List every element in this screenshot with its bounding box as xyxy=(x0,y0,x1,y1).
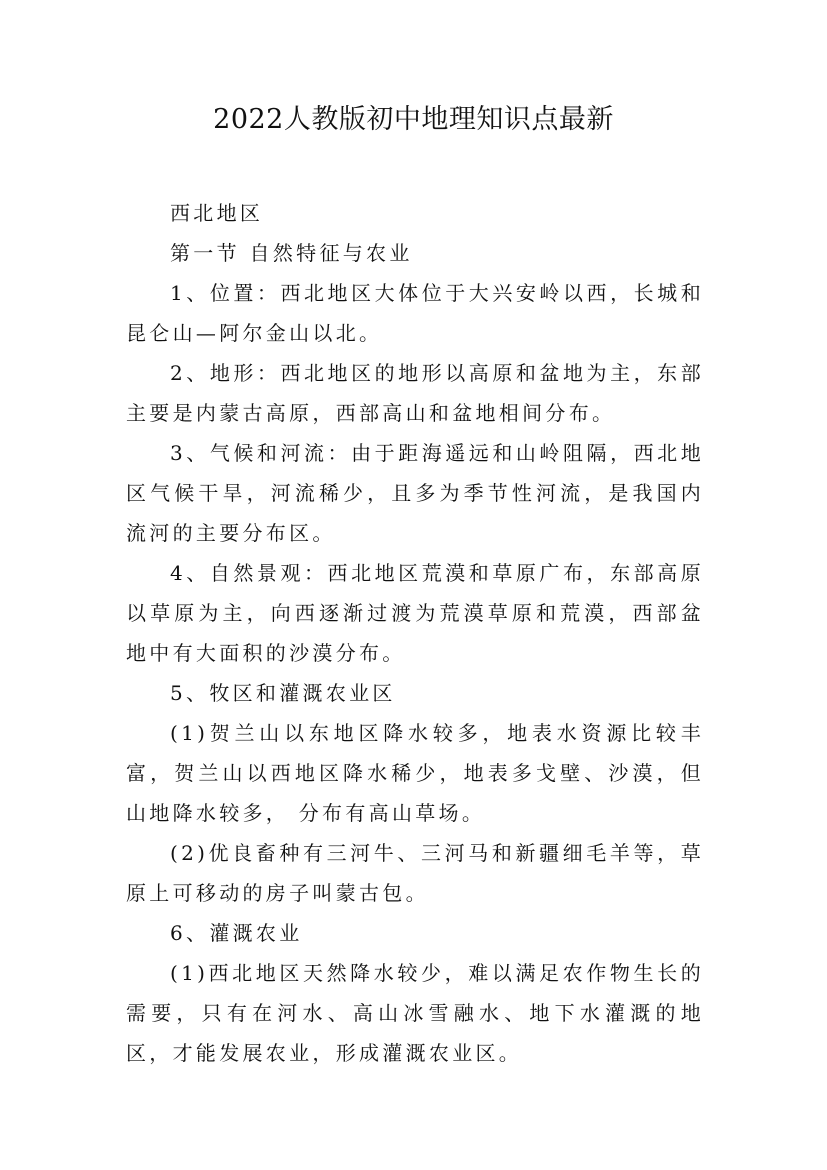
document-title: 2022人教版初中地理知识点最新 xyxy=(213,104,614,135)
section-heading: 西北地区 xyxy=(170,201,264,225)
paragraph-climate-rivers: 3、气候和河流：由于距海遥远和山岭阻隔，西北地区气候干旱，河流稀少，且多为季节性河流，是我国内流河的主要分布区。 xyxy=(126,441,704,545)
paragraph-irrigation-heading: 6、灌溉农业 xyxy=(170,921,303,945)
paragraph-location: 1、位置：西北地区大体位于大兴安岭以西，长城和昆仑山—阿尔金山以北。 xyxy=(126,281,704,345)
paragraph-terrain: 2、地形：西北地区的地形以高原和盆地为主，东部主要是内蒙古高原，西部高山和盆地相间分布。 xyxy=(126,361,704,425)
paragraph-irrigation-1: (1)西北地区天然降水较少，难以满足农作物生长的需要，只有在河水、高山冰雪融水、地下水灌溉的地区，才能发展农业，形成灌溉农业区。 xyxy=(126,961,704,1065)
paragraph-natural-landscape: 4、自然景观：西北地区荒漠和草原广布，东部高原以草原为主，向西逐渐过渡为荒漠草原和荒漠，西部盆地中有大面积的沙漠分布。 xyxy=(126,561,704,665)
subsection-heading: 第一节 自然特征与农业 xyxy=(170,241,413,265)
paragraph-pastoral-2: (2)优良畜种有三河牛、三河马和新疆细毛羊等，草原上可移动的房子叫蒙古包。 xyxy=(126,841,704,905)
paragraph-pastoral-1: (1)贺兰山以东地区降水较多，地表水资源比较丰富，贺兰山以西地区降水稀少，地表多戈壁、沙漠，但山地降水较多， 分布有高山草场。 xyxy=(126,721,704,825)
paragraph-pastoral-heading: 5、牧区和灌溉农业区 xyxy=(170,681,396,705)
document-body xyxy=(126,193,704,1073)
